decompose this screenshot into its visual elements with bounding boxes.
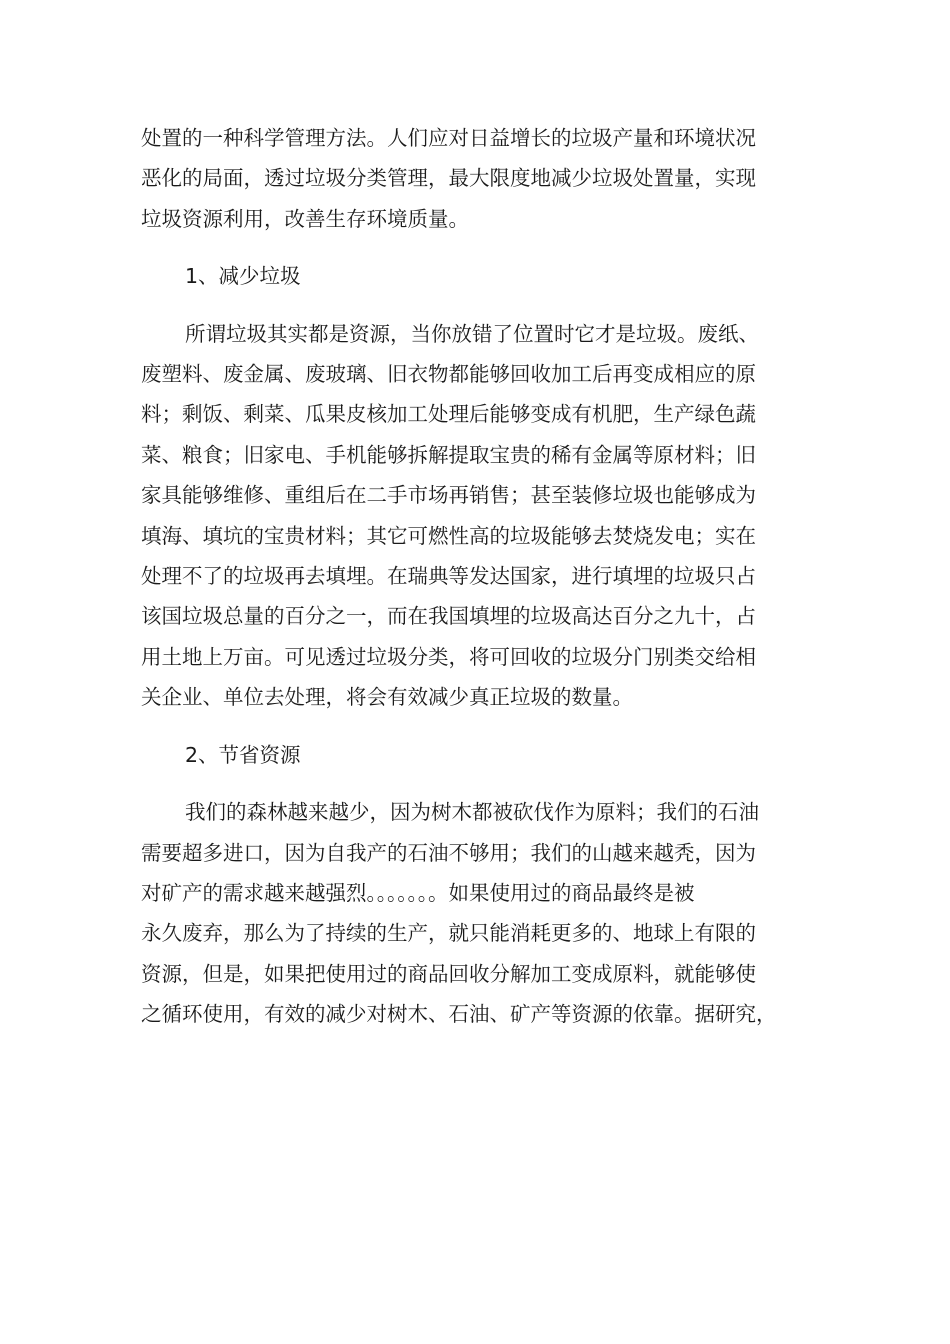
text-line: 家具能够维修、重组后在二手市场再销售；甚至装修垃圾也能够成为	[141, 483, 756, 508]
section-1-paragraph	[141, 314, 823, 718]
text-line: 该国垃圾总量的百分之一，而在我国填埋的垃圾高达百分之九十，占	[141, 604, 756, 629]
document-body	[141, 118, 823, 1035]
text-line: 我们的森林越来越少，因为树木都被砍伐作为原料；我们的石油	[185, 800, 759, 825]
text-line: 恶化的局面，透过垃圾分类管理，最大限度地减少垃圾处置量，实现	[141, 166, 756, 191]
text-line: 菜、粮食；旧家电、手机能够拆解提取宝贵的稀有金属等原材料；旧	[141, 442, 756, 467]
text-line: 永久废弃，那么为了持续的生产，就只能消耗更多的、地球上有限的	[141, 921, 756, 946]
section-1-heading: 1、减少垃圾	[185, 264, 301, 289]
text-line: 处理不了的垃圾再去填埋。在瑞典等发达国家，进行填埋的垃圾只占	[141, 564, 756, 589]
section-2-heading: 2、节省资源	[185, 742, 301, 767]
text-line: 废塑料、废金属、废玻璃、旧衣物都能够回收加工后再变成相应的原	[141, 362, 756, 387]
text-line: 垃圾资源利用，改善生存环境质量。	[141, 206, 469, 231]
intro-paragraph	[141, 118, 823, 239]
text-line: 对矿产的需求越来越强烈。。。。。。。如果使用过的商品最终是被	[141, 880, 695, 905]
section-2-paragraph	[141, 792, 823, 1034]
text-line: 用土地上万亩。可见透过垃圾分类，将可回收的垃圾分门别类交给相	[141, 644, 756, 669]
text-line: 资源，但是，如果把使用过的商品回收分解加工变成原料，就能够使	[141, 961, 756, 986]
text-line: 关企业、单位去处理，将会有效减少真正垃圾的数量。	[141, 685, 633, 710]
text-line: 之循环使用，有效的减少对树木、石油、矿产等资源的依靠。据研究，	[141, 1002, 777, 1027]
text-line: 填海、填坑的宝贵材料；其它可燃性高的垃圾能够去焚烧发电；实在	[141, 523, 756, 548]
text-line: 需要超多进口，因为自我产的石油不够用；我们的山越来越秃，因为	[141, 840, 756, 865]
text-line: 料；剩饭、剩菜、瓜果皮核加工处理后能够变成有机肥，生产绿色蔬	[141, 402, 756, 427]
text-line: 所谓垃圾其实都是资源，当你放错了位置时它才是垃圾。废纸、	[185, 321, 759, 346]
text-line: 处置的一种科学管理方法。人们应对日益增长的垃圾产量和环境状况	[141, 126, 756, 150]
